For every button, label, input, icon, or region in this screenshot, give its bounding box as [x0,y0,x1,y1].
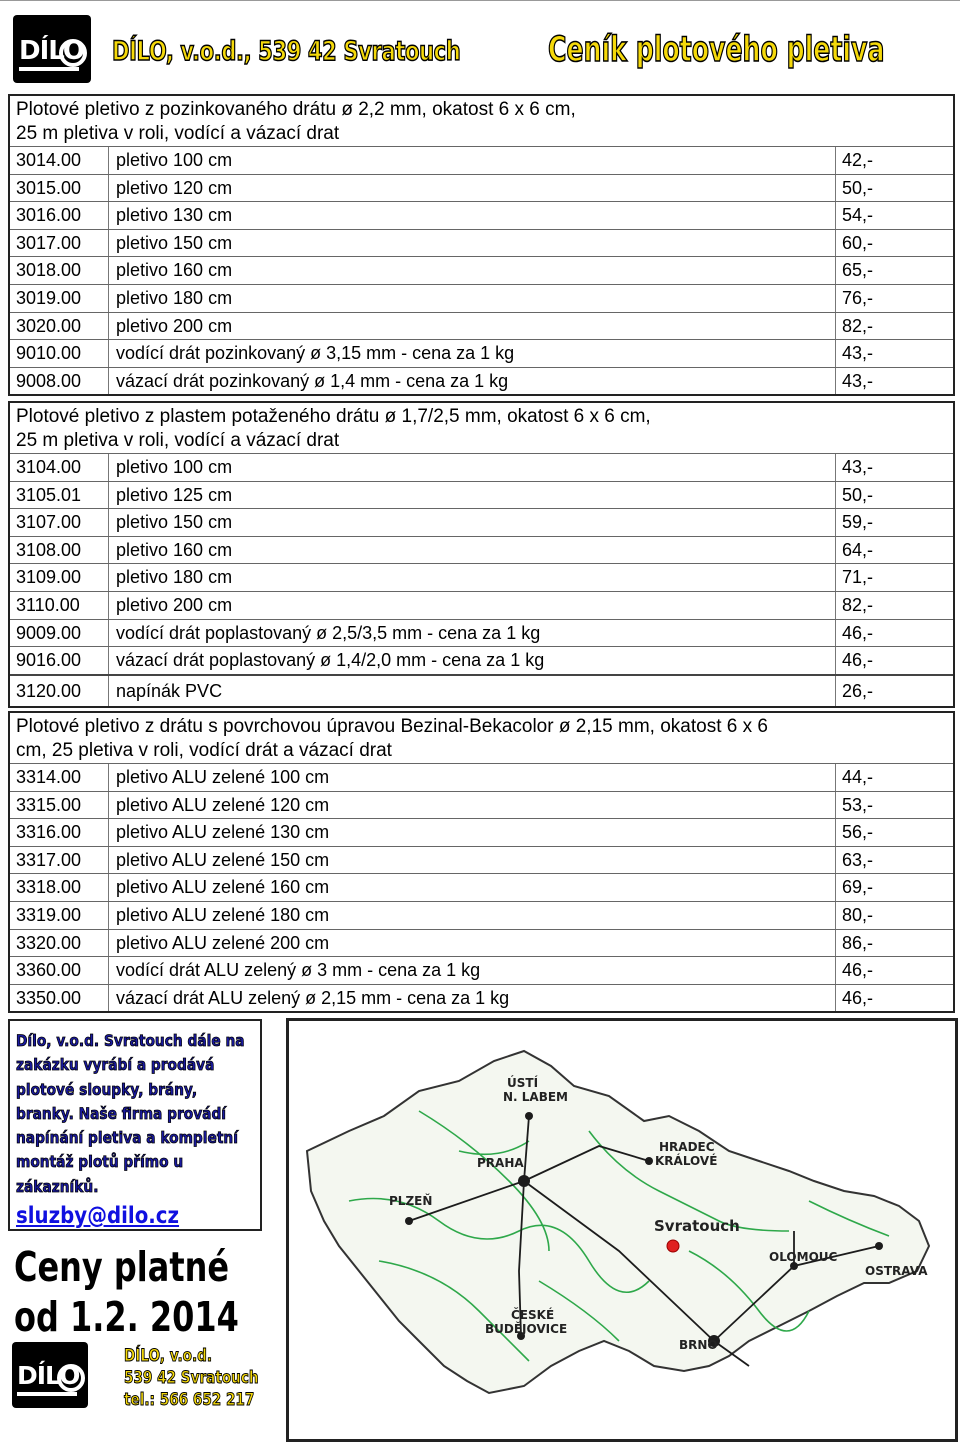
section-title: Plotové pletivo z drátu s povrchovou úpravou Bezinal-Bekacolor ø 2,15 mm, okatost 6 x 6 cm, 25 pletiva v roli, vodící drát a vázací drat [16,716,768,761]
footer-phone: tel.: 566 652 217 [124,1390,255,1410]
city-olomouc: OLOMOUC [769,1250,838,1264]
section-title: Plotové pletivo z pozinkovaného drátu ø 2,2 mm, okatost 6 x 6 cm, 25 m pletiva v roli, vodící a vázací drat [16,99,576,144]
logo-text: DÍLO [19,36,84,66]
city-hradec: HRADEC [659,1140,715,1154]
table-row: 3018.00 pletivo 160 cm 65,- [10,256,953,284]
price-section-1 [8,94,955,396]
services-info-box [8,1019,262,1231]
logo-bar [17,1392,77,1396]
table-row: 3360.00 vodící drát ALU zelený ø 3 mm - cena za 1 kg 46,- [10,956,953,984]
table-row: 3020.00 pletivo 200 cm 82,- [10,312,953,340]
table-row: 3320.00 pletivo ALU zelené 200 cm 86,- [10,929,953,957]
logo-bar [19,67,79,71]
dilo-logo [13,15,91,83]
table-row: 3017.00 pletivo 150 cm 60,- [10,229,953,257]
table-row: 3110.00 pletivo 200 cm 82,- [10,591,953,619]
logo-ring [57,1364,85,1392]
table-row: 3108.00 pletivo 160 cm 64,- [10,536,953,564]
table-row: 3350.00 vázací drát ALU zelený ø 2,15 mm - cena za 1 kg 46,- [10,984,953,1012]
table-row: 9010.00 vodící drát pozinkovaný ø 3,15 mm - cena za 1 kg 43,- [10,339,953,367]
table-row: 3107.00 pletivo 150 cm 59,- [10,508,953,536]
table-row: 3314.00 pletivo ALU zelené 100 cm 44,- [10,763,953,791]
city-ceske: ČESKÉ [511,1308,555,1322]
table-row: 3120.00 napínák PVC 26,- [10,674,953,706]
page-title: Ceník plotového pletiva [548,30,885,70]
section-title: Plotové pletivo z plastem potaženého drátu ø 1,7/2,5 mm, okatost 6 x 6 cm, 25 m pletiva v roli, vodící a vázací drat [16,406,651,451]
top-rule [0,0,960,1]
table-row: 3316.00 pletivo ALU zelené 130 cm 56,- [10,818,953,846]
city-usti: ÚSTÍ [507,1076,539,1090]
city-svratouch: Svratouch [654,1217,740,1235]
table-row: 3014.00 pletivo 100 cm 42,- [10,146,953,174]
city-ostrava: OSTRAVA [865,1264,928,1278]
city-hradec-2: KRÁLOVÉ [655,1154,718,1168]
country-outline [307,1051,929,1393]
table-row: 3105.01 pletivo 125 cm 50,- [10,481,953,509]
validity-line-2: od 1.2. 2014 [14,1293,239,1341]
czech-map [286,1018,958,1442]
city-budejovice: BUDĚJOVICE [485,1322,568,1336]
table-row: 9008.00 vázací drát pozinkovaný ø 1,4 mm - cena za 1 kg 43,- [10,367,953,395]
price-section-3 [8,711,955,1013]
city-usti-2: N. LABEM [503,1090,568,1104]
table-row: 9016.00 vázací drát poplastovaný ø 1,4/2,0 mm - cena za 1 kg 46,- [10,646,953,674]
dilo-logo-footer [12,1342,88,1408]
city-brno: BRNO [679,1338,718,1352]
footer-company: DÍLO, v.o.d. [124,1346,213,1366]
validity-line-1: Ceny platné [14,1243,230,1291]
logo-text: DÍLO [17,1361,80,1390]
city-praha: PRAHA [477,1156,524,1170]
email-link[interactable]: sluzby@dilo.cz [16,1203,180,1230]
table-row: 3319.00 pletivo ALU zelené 180 cm 80,- [10,901,953,929]
logo-ring [59,39,87,67]
city-plzen: PLZEŇ [389,1194,433,1208]
table-row: 3109.00 pletivo 180 cm 71,- [10,563,953,591]
table-row: 3016.00 pletivo 130 cm 54,- [10,201,953,229]
table-row: 3019.00 pletivo 180 cm 76,- [10,284,953,312]
services-text: Dílo, v.o.d. Svratouch dále na zakázku vyrábí a prodává plotové sloupky, brány, branky. Naše firma provádí napínání pletiva a kompletní montáž plotů přímo u zákazníků. [16,1031,245,1196]
footer-address: 539 42 Svratouch [124,1368,259,1388]
table-row: 3015.00 pletivo 120 cm 50,- [10,174,953,202]
table-row: 3104.00 pletivo 100 cm 43,- [10,453,953,481]
table-row: 3315.00 pletivo ALU zelené 120 cm 53,- [10,791,953,819]
company-name: DÍLO, v.o.d., 539 42 Svratouch [112,36,461,67]
table-row: 3317.00 pletivo ALU zelené 150 cm 63,- [10,846,953,874]
table-row: 3318.00 pletivo ALU zelené 160 cm 69,- [10,873,953,901]
price-section-2 [8,401,955,708]
map-graphic [289,1021,955,1439]
svratouch-marker [667,1240,679,1252]
table-row: 9009.00 vodící drát poplastovaný ø 2,5/3,5 mm - cena za 1 kg 46,- [10,619,953,647]
